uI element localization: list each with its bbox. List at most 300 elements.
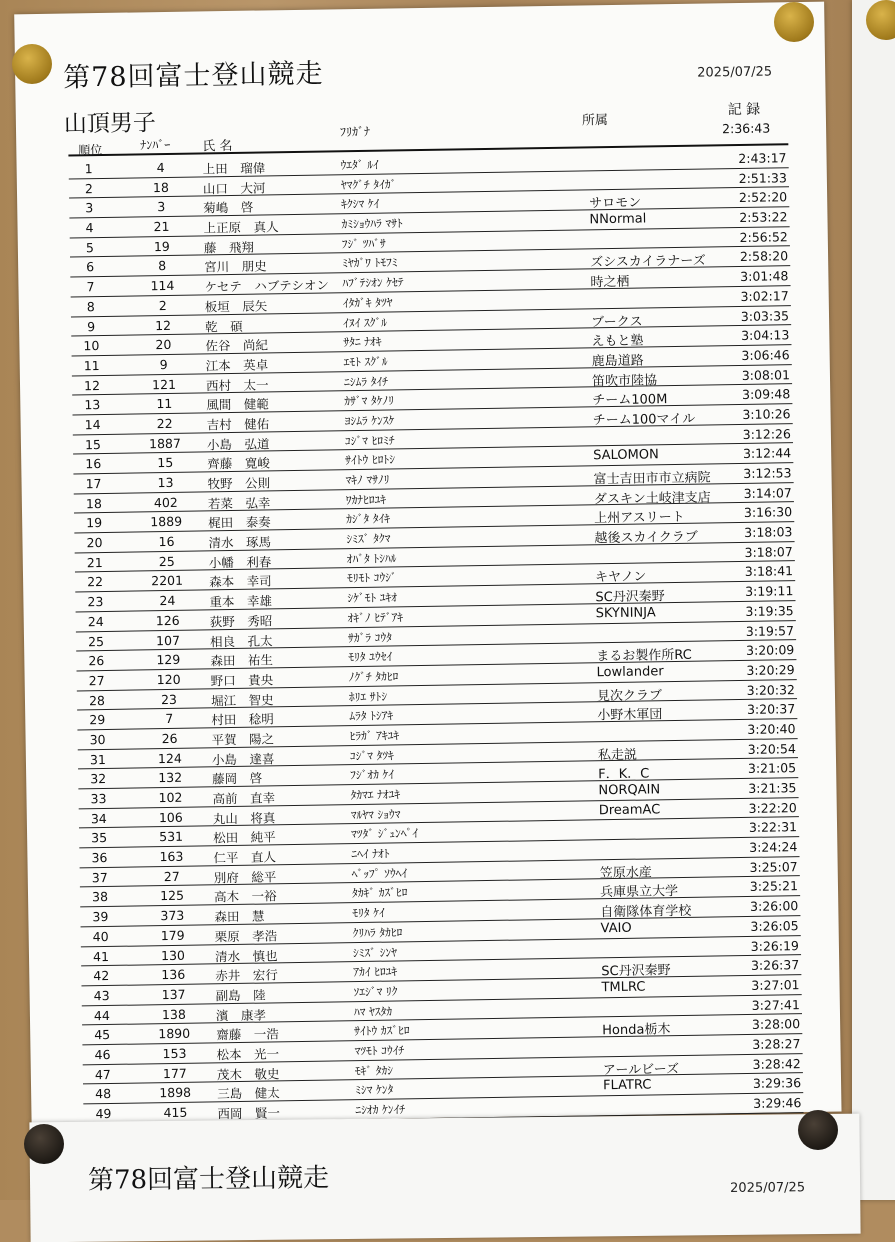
time-cell: 3:21:05 xyxy=(747,760,797,777)
affiliation-cell: F．K．C xyxy=(598,766,650,783)
kana-cell: ｼﾐｽﾞ ﾀｸﾏ xyxy=(346,531,391,547)
time-cell: 2:51:33 xyxy=(738,169,787,186)
name-cell: 清水 慎也 xyxy=(214,947,278,964)
rank-cell: 34 xyxy=(90,810,107,826)
affiliation-cell: Lowlander xyxy=(596,664,664,681)
next-sheet-date: 2025/07/25 xyxy=(730,1180,806,1197)
name-cell: 清水 琢馬 xyxy=(208,534,272,551)
time-cell: 3:26:19 xyxy=(750,937,800,954)
time-cell: 3:20:54 xyxy=(747,740,796,757)
kana-cell: ﾌｼﾞｵｶ ｹｲ xyxy=(350,767,395,783)
bib-number-cell: 3 xyxy=(157,199,166,215)
rank-cell: 33 xyxy=(90,790,107,807)
affiliation-cell: SALOMON xyxy=(593,447,659,464)
bib-number-cell: 163 xyxy=(159,848,184,865)
kana-cell: ｻｲﾄｳ ﾋﾛﾄｼ xyxy=(345,452,396,468)
kana-cell: ﾓﾘﾀ ﾕｳｾｲ xyxy=(348,649,393,665)
kana-cell: ﾆﾍｲ ﾅｵﾄ xyxy=(351,846,390,862)
rank-cell: 31 xyxy=(89,751,106,767)
bib-number-cell: 2201 xyxy=(151,573,184,589)
affiliation-cell: Honda栃木 xyxy=(602,1022,671,1039)
time-cell: 3:04:13 xyxy=(741,327,790,344)
rank-cell: 47 xyxy=(94,1066,111,1082)
pushpin-icon xyxy=(24,1124,64,1164)
time-cell: 3:20:40 xyxy=(747,721,796,737)
name-cell: 梶田 泰奏 xyxy=(208,514,271,531)
time-cell: 3:01:48 xyxy=(740,268,789,285)
rank-cell: 46 xyxy=(94,1046,111,1063)
name-cell: 副島 陸 xyxy=(215,987,266,1004)
bib-number-cell: 106 xyxy=(158,809,183,825)
name-cell: 上田 瑠偉 xyxy=(202,160,266,177)
bib-number-cell: 102 xyxy=(158,789,183,806)
name-cell: 高前 直幸 xyxy=(212,790,276,807)
time-cell: 3:20:37 xyxy=(746,701,796,718)
affiliation-cell: SKYNINJA xyxy=(595,605,656,622)
time-cell: 3:20:32 xyxy=(746,681,796,698)
rank-cell: 17 xyxy=(85,476,102,492)
time-cell: 3:24:24 xyxy=(749,839,798,855)
name-cell: 高木 一裕 xyxy=(213,888,277,905)
name-cell: 相良 孔太 xyxy=(209,632,273,649)
kana-cell: ｼｹﾞﾓﾄ ﾕｷｵ xyxy=(347,590,398,606)
kana-cell: ｺｼﾞﾏ ﾋﾛﾐﾁ xyxy=(344,433,395,448)
bib-number-cell: 2 xyxy=(158,297,167,313)
kana-cell: ﾌｼﾞ ﾂﾊﾞｻ xyxy=(341,236,386,251)
bib-number-cell: 402 xyxy=(153,494,178,510)
next-sheet-title: 第78回富士登山競走 xyxy=(87,1163,330,1196)
time-cell: 3:12:53 xyxy=(743,465,792,481)
name-cell: 齋藤 一浩 xyxy=(216,1026,279,1043)
affiliation-cell: 時之栖 xyxy=(590,274,630,291)
time-cell: 3:27:41 xyxy=(751,996,800,1013)
bib-number-cell: 373 xyxy=(160,907,185,924)
affiliation-cell: 自衛隊体育学校 xyxy=(600,903,692,921)
bib-number-cell: 19 xyxy=(153,238,170,254)
rank-cell: 19 xyxy=(86,515,103,531)
rank-cell: 9 xyxy=(87,318,96,334)
results-sheet xyxy=(14,2,841,1125)
time-cell: 3:25:07 xyxy=(749,858,798,875)
name-cell: 小幡 利春 xyxy=(208,554,272,571)
name-cell: 西村 太一 xyxy=(205,376,269,393)
rank-cell: 8 xyxy=(86,298,95,315)
kana-cell: ﾓｷﾞ ﾀｶｼ xyxy=(354,1063,394,1078)
bib-number-cell: 138 xyxy=(161,1006,186,1022)
col-affiliation-header: 所属 xyxy=(581,113,609,129)
name-cell: 板垣 辰矢 xyxy=(204,298,268,315)
bib-number-cell: 11 xyxy=(156,396,173,412)
kana-cell: ﾐｼﾏ ｹﾝﾀ xyxy=(355,1082,394,1098)
kana-cell: ﾀｶｷﾞ ｶｽﾞﾋﾛ xyxy=(351,885,408,901)
col-rank-header: 順位 xyxy=(78,142,103,158)
affiliation-cell: 富士吉田市市立病院 xyxy=(593,470,711,488)
kana-cell: ｲﾇｲ ｽｸﾞﾙ xyxy=(342,315,388,330)
kana-cell: ｲﾀｶﾞｷ ﾀﾂﾔ xyxy=(342,295,393,311)
name-cell: 上正原 真人 xyxy=(203,219,279,236)
affiliation-cell: チーム100M xyxy=(592,392,668,409)
name-cell: 菊嶋 啓 xyxy=(203,199,254,216)
time-cell: 3:25:21 xyxy=(749,878,799,895)
bib-number-cell: 124 xyxy=(157,750,182,766)
bib-number-cell: 130 xyxy=(160,947,186,963)
time-cell: 3:14:07 xyxy=(743,484,792,501)
name-cell: 小島 弘道 xyxy=(206,436,270,452)
name-cell: 村田 稔明 xyxy=(211,711,274,728)
bib-number-cell: 107 xyxy=(155,632,181,648)
rank-cell: 1 xyxy=(84,161,93,177)
kana-cell: ﾏｷﾉ ﾏｻﾉﾘ xyxy=(345,472,390,488)
kana-cell: ﾐﾔｶﾞﾜ ﾄﾓﾌﾐ xyxy=(342,255,398,271)
time-cell: 3:03:35 xyxy=(740,307,790,324)
rank-cell: 6 xyxy=(86,259,95,275)
time-cell: 3:22:31 xyxy=(748,819,798,836)
rank-cell: 10 xyxy=(83,338,100,354)
affiliation-cell: FLATRC xyxy=(602,1077,652,1094)
kana-cell: ｻｲﾄｳ ｶｽﾞﾋﾛ xyxy=(354,1023,410,1039)
affiliation-cell: NORQAIN xyxy=(598,782,661,799)
time-cell: 3:12:44 xyxy=(742,445,792,462)
col-kana-header: ﾌﾘｶﾞﾅ xyxy=(339,124,371,140)
name-cell: 重本 幸雄 xyxy=(209,593,273,610)
rank-cell: 20 xyxy=(86,535,103,551)
bib-number-cell: 531 xyxy=(159,829,184,845)
rank-cell: 38 xyxy=(92,889,109,905)
name-cell: 野口 貴央 xyxy=(210,672,274,689)
bib-number-cell: 129 xyxy=(156,652,181,668)
rank-cell: 2 xyxy=(84,180,94,196)
affiliation-cell: チーム100マイル xyxy=(592,411,696,429)
top-time: 2:36:43 xyxy=(721,120,771,137)
kana-cell: ﾆｼﾑﾗ ﾀｲﾁ xyxy=(343,374,389,389)
name-cell: 藤岡 啓 xyxy=(212,770,263,787)
bib-number-cell: 153 xyxy=(162,1045,187,1062)
affiliation-cell: 見次クラブ xyxy=(596,687,663,704)
kana-cell: ｶｼﾞﾀ ﾀｲｷ xyxy=(346,511,391,527)
bib-number-cell: 21 xyxy=(153,218,170,235)
rank-cell: 25 xyxy=(87,633,105,649)
affiliation-cell: ズシスカイラナーズ xyxy=(590,253,706,271)
kana-cell: ﾍﾞｯﾌﾟ ｿｳﾍｲ xyxy=(351,866,408,881)
bib-number-cell: 15 xyxy=(157,455,174,471)
col-record-header: 記 録 xyxy=(727,101,761,119)
name-cell: 宮川 朋史 xyxy=(204,258,267,275)
affiliation-cell: 兵庫県立大学 xyxy=(599,884,679,901)
affiliation-cell: 笛吹市陸協 xyxy=(591,372,658,389)
bib-number-cell: 121 xyxy=(151,376,177,392)
name-cell: 森田 慧 xyxy=(214,908,265,925)
affiliation-cell: 小野木軍団 xyxy=(597,707,663,724)
rank-cell: 42 xyxy=(93,968,110,984)
time-cell: 2:52:20 xyxy=(738,189,788,206)
bib-number-cell: 1890 xyxy=(158,1025,191,1042)
kana-cell: ｿｴｼﾞﾏ ﾘｸ xyxy=(353,984,398,1000)
bib-number-cell: 126 xyxy=(155,612,180,629)
kana-cell: ﾆｼｵｶ ｹﾝｲﾁ xyxy=(355,1102,406,1118)
bib-number-cell: 20 xyxy=(155,337,172,353)
time-cell: 3:19:57 xyxy=(745,622,795,639)
time-cell: 2:56:52 xyxy=(739,228,788,245)
bib-number-cell: 13 xyxy=(157,474,174,491)
time-cell: 2:43:17 xyxy=(738,150,787,166)
name-cell: 山口 大河 xyxy=(202,180,266,197)
time-cell: 3:16:30 xyxy=(743,504,793,521)
kana-cell: ﾀｶﾏｴ ﾅｵﾕｷ xyxy=(350,787,401,803)
time-cell: 3:26:00 xyxy=(749,898,799,915)
kana-cell: ｶﾐｼｮｳﾊﾗ ﾏｻﾄ xyxy=(341,216,403,232)
affiliation-cell: サロモン xyxy=(589,195,642,212)
name-cell: 仁平 直人 xyxy=(213,849,277,866)
time-cell: 3:20:09 xyxy=(745,642,795,659)
time-cell: 2:58:20 xyxy=(739,248,789,265)
rank-cell: 14 xyxy=(84,416,101,433)
bib-number-cell: 7 xyxy=(165,711,174,727)
time-cell: 2:53:22 xyxy=(739,209,788,226)
affiliation-cell: アールビーズ xyxy=(602,1061,680,1078)
rank-cell: 35 xyxy=(91,830,108,846)
bib-number-cell: 415 xyxy=(163,1104,188,1121)
adjacent-sheet xyxy=(852,0,895,1200)
name-cell: 濱 康孝 xyxy=(215,1007,267,1023)
name-cell: 森田 祐生 xyxy=(210,652,274,669)
affiliation-cell: SC丹沢秦野 xyxy=(595,589,665,606)
time-cell: 3:02:17 xyxy=(740,288,789,304)
rank-cell: 23 xyxy=(87,594,104,610)
rank-cell: 7 xyxy=(86,279,95,295)
rank-cell: 21 xyxy=(86,554,103,571)
time-cell: 3:28:00 xyxy=(751,1016,801,1033)
time-cell: 3:28:42 xyxy=(752,1055,801,1072)
name-cell: 佐谷 尚紀 xyxy=(205,337,269,354)
kana-cell: ｳｴﾀﾞ ﾙｲ xyxy=(340,157,379,173)
rank-cell: 26 xyxy=(88,653,105,669)
rank-cell: 22 xyxy=(87,574,104,590)
affiliation-cell: 鹿島道路 xyxy=(591,353,644,370)
results-table xyxy=(68,148,803,1144)
bib-number-cell: 22 xyxy=(156,415,173,432)
affiliation-cell: 越後スカイクラブ xyxy=(594,529,698,547)
rank-cell: 27 xyxy=(88,672,105,689)
rank-cell: 29 xyxy=(89,712,106,728)
kana-cell: ﾓﾘﾀ ｹｲ xyxy=(352,905,385,921)
kana-cell: ｻｶﾞﾗ ｺｳﾀ xyxy=(347,629,393,645)
bib-number-cell: 132 xyxy=(158,770,183,786)
page-subtitle: 山頂男子 xyxy=(63,110,157,138)
bib-number-cell: 1887 xyxy=(148,435,181,451)
kana-cell: ﾎﾘｴ ｻﾄｼ xyxy=(348,689,388,704)
name-cell: 松田 純平 xyxy=(213,829,276,846)
time-cell: 3:29:36 xyxy=(752,1075,802,1092)
rank-cell: 4 xyxy=(85,220,94,236)
pushpin-icon xyxy=(798,1110,838,1150)
kana-cell: ﾏﾂﾀﾞ ｼﾞｭﾝﾍﾟｲ xyxy=(351,826,419,842)
affiliation-cell: まるお製作所RC xyxy=(596,647,692,665)
kana-cell: ｵﾊﾞﾀ ﾄｼﾊﾙ xyxy=(346,551,397,566)
kana-cell: ﾋﾗｶﾞ ｱｷﾕｷ xyxy=(349,728,400,744)
rank-cell: 13 xyxy=(84,397,101,413)
name-cell: 小島 達喜 xyxy=(211,750,275,767)
kana-cell: ｻﾀﾆ ﾅｵｷ xyxy=(343,334,382,350)
col-name-header: 氏 名 xyxy=(202,138,233,155)
pushpin-icon xyxy=(12,44,52,84)
time-cell: 3:18:07 xyxy=(744,543,793,560)
bib-number-cell: 4 xyxy=(156,160,165,176)
name-cell: 乾 碩 xyxy=(205,318,243,334)
time-cell: 3:06:46 xyxy=(741,347,790,363)
name-cell: 栗原 孝浩 xyxy=(214,928,278,945)
rank-cell: 28 xyxy=(88,692,106,708)
name-cell: 平賀 陽之 xyxy=(211,731,275,748)
affiliation-cell: DreamAC xyxy=(598,801,661,818)
bib-number-cell: 120 xyxy=(156,671,181,688)
affiliation-cell: SC丹沢秦野 xyxy=(601,963,671,980)
affiliation-cell: 私走説 xyxy=(597,747,638,763)
name-cell: 丸山 将真 xyxy=(212,810,276,827)
rank-cell: 41 xyxy=(92,948,110,964)
kana-cell: ﾏﾂﾓﾄ ｺｳｲﾁ xyxy=(354,1043,405,1059)
kana-cell: ｸﾘﾊﾗ ﾀｶﾋﾛ xyxy=(352,925,403,940)
time-cell: 3:22:20 xyxy=(748,799,797,816)
bib-number-cell: 9 xyxy=(159,356,168,372)
affiliation-cell: NNormal xyxy=(589,211,647,228)
time-cell: 3:18:41 xyxy=(744,563,794,580)
name-cell: 風間 健範 xyxy=(206,396,269,413)
col-number-header: ﾅﾝﾊﾞｰ xyxy=(140,137,171,153)
rank-cell: 12 xyxy=(83,377,101,393)
affiliation-cell: 上州アスリート xyxy=(594,510,685,527)
time-cell: 3:09:48 xyxy=(741,386,791,403)
kana-cell: ﾓﾘﾓﾄ ｺｳｼﾞ xyxy=(346,570,397,586)
rank-cell: 49 xyxy=(95,1105,112,1122)
time-cell: 3:10:26 xyxy=(742,406,791,422)
bib-number-cell: 1889 xyxy=(150,514,183,530)
kana-cell: ｱｶｲ ﾋﾛﾕｷ xyxy=(353,964,398,980)
time-cell: 3:29:46 xyxy=(753,1095,802,1111)
affiliation-cell: TMLRC xyxy=(601,979,646,996)
name-cell: 藤 飛翔 xyxy=(203,239,255,256)
next-sheet xyxy=(29,1114,860,1242)
bib-number-cell: 177 xyxy=(162,1065,187,1081)
rank-cell: 37 xyxy=(91,869,108,885)
bib-number-cell: 137 xyxy=(161,986,186,1003)
bib-number-cell: 27 xyxy=(163,868,180,884)
rank-cell: 32 xyxy=(90,771,107,787)
name-cell: 吉村 健佑 xyxy=(206,416,270,433)
bib-number-cell: 25 xyxy=(158,553,175,569)
kana-cell: ｼﾐｽﾞ ｼﾝﾔ xyxy=(352,944,397,960)
kana-cell: ｴﾓﾄ ｽｸﾞﾙ xyxy=(343,354,388,370)
rank-cell: 45 xyxy=(94,1027,111,1043)
bib-number-cell: 24 xyxy=(159,593,176,609)
bib-number-cell: 26 xyxy=(161,730,178,747)
page-title: 第78回富士登山競走 xyxy=(62,58,324,94)
rank-cell: 48 xyxy=(95,1086,112,1102)
kana-cell: ﾔﾏｸﾞﾁ ﾀｲｶﾞ xyxy=(340,177,397,192)
time-cell: 3:26:05 xyxy=(750,917,799,934)
affiliation-cell: キヤノン xyxy=(595,569,647,586)
name-cell: 森本 幸司 xyxy=(209,573,272,590)
bib-number-cell: 16 xyxy=(158,533,175,550)
bib-number-cell: 136 xyxy=(161,966,186,983)
time-cell: 3:08:01 xyxy=(741,366,791,383)
bib-number-cell: 23 xyxy=(160,691,178,707)
name-cell: 牧野 公則 xyxy=(207,475,271,492)
name-cell: 西岡 賢一 xyxy=(217,1105,281,1122)
time-cell: 3:19:11 xyxy=(745,583,794,600)
print-date: 2025/07/25 xyxy=(697,64,773,81)
kana-cell: ﾉｸﾞﾁ ﾀｶﾋﾛ xyxy=(348,669,399,685)
name-cell: 別府 総平 xyxy=(213,869,277,886)
kana-cell: ｷｸｼﾏ ｹｲ xyxy=(341,197,380,212)
time-cell: 3:12:26 xyxy=(742,425,791,442)
kana-cell: ﾑﾗﾀ ﾄｼｱｷ xyxy=(349,708,394,724)
rank-cell: 30 xyxy=(89,731,106,748)
name-cell: 松本 光一 xyxy=(216,1046,280,1063)
rank-cell: 3 xyxy=(85,200,94,216)
rank-cell: 43 xyxy=(93,987,110,1004)
name-cell: 赤井 宏行 xyxy=(215,967,278,984)
rank-cell: 18 xyxy=(85,495,102,511)
name-cell: 三島 健太 xyxy=(217,1085,280,1102)
bib-number-cell: 114 xyxy=(150,277,175,294)
kana-cell: ﾊﾌﾞﾃｼｵﾝ ｹｾﾃ xyxy=(342,275,404,291)
kana-cell: ｺｼﾞﾏ ﾀﾂｷ xyxy=(349,748,394,763)
name-cell: ケセテ ハブテシオン xyxy=(204,277,330,295)
kana-cell: ﾊﾏ ﾔｽﾀｶ xyxy=(353,1004,393,1019)
name-cell: 江本 英卓 xyxy=(205,357,269,374)
pushpin-icon xyxy=(774,2,814,42)
kana-cell: ﾏﾙﾔﾏ ｼｮｳﾏ xyxy=(350,807,401,822)
rank-cell: 40 xyxy=(92,928,109,945)
time-cell: 3:19:35 xyxy=(745,602,794,619)
kana-cell: ｵｷﾞﾉ ﾋﾃﾞｱｷ xyxy=(347,610,404,625)
time-cell: 3:21:35 xyxy=(748,780,797,796)
rank-cell: 36 xyxy=(91,850,108,866)
kana-cell: ﾜｶﾅﾋﾛﾕｷ xyxy=(345,492,387,507)
kana-cell: ｶｻﾞﾏ ﾀｹﾉﾘ xyxy=(344,393,395,409)
rank-cell: 15 xyxy=(84,436,102,452)
bib-number-cell: 125 xyxy=(160,888,185,904)
affiliation-cell: ブークス xyxy=(590,314,643,330)
bib-number-cell: 12 xyxy=(155,317,172,333)
bib-number-cell: 179 xyxy=(160,927,185,943)
bib-number-cell: 8 xyxy=(158,258,167,274)
rank-cell: 39 xyxy=(92,909,109,925)
rank-cell: 44 xyxy=(93,1007,110,1023)
time-cell: 3:18:03 xyxy=(744,524,793,541)
name-cell: 茂木 敬史 xyxy=(216,1065,280,1082)
affiliation-cell: ダスキン土岐津支店 xyxy=(593,490,711,507)
name-cell: 齊藤 寛峻 xyxy=(207,455,270,472)
name-cell: 若菜 弘幸 xyxy=(207,495,271,512)
bib-number-cell: 18 xyxy=(152,179,169,195)
name-cell: 堀江 智史 xyxy=(210,691,274,708)
bib-number-cell: 1898 xyxy=(159,1085,192,1101)
rank-cell: 24 xyxy=(87,613,104,630)
affiliation-cell: 笠原水産 xyxy=(599,865,652,882)
time-cell: 3:27:01 xyxy=(751,977,800,993)
time-cell: 3:26:37 xyxy=(750,957,800,974)
affiliation-cell: えもと塾 xyxy=(591,333,644,350)
rank-cell: 16 xyxy=(85,456,102,472)
rank-cell: 5 xyxy=(85,239,94,255)
time-cell: 3:28:27 xyxy=(752,1036,801,1052)
name-cell: 荻野 秀昭 xyxy=(209,613,273,630)
affiliation-cell: VAIO xyxy=(600,920,632,937)
kana-cell: ﾖｼﾑﾗ ｹﾝｽｹ xyxy=(344,413,395,429)
rank-cell: 11 xyxy=(83,357,100,374)
time-cell: 3:20:29 xyxy=(746,662,795,678)
